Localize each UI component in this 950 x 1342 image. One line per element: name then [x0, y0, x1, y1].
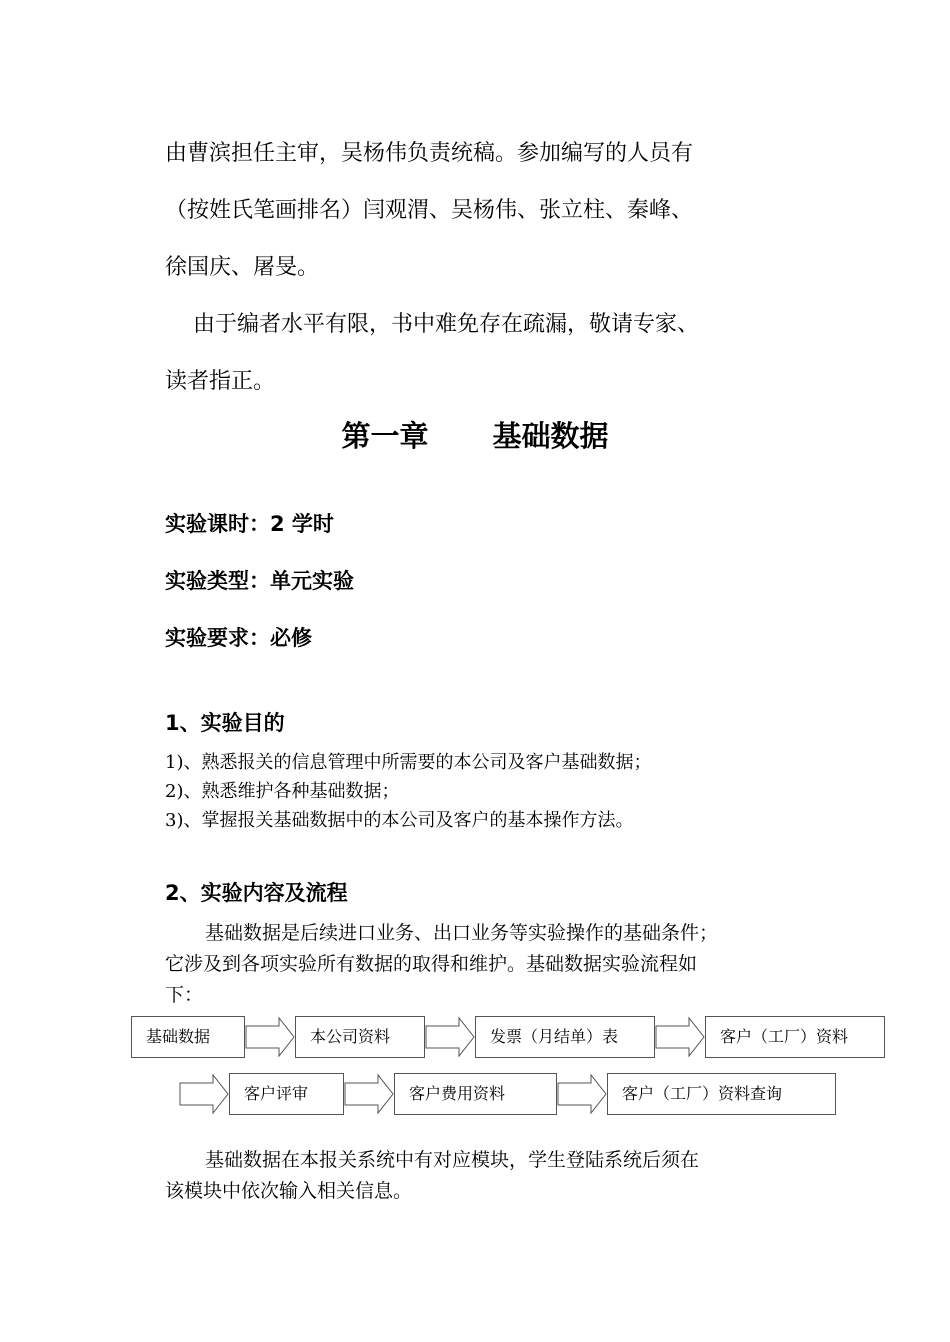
intro-line: 由于编者水平有限，书中难免存在疏漏，敬请专家、 — [193, 312, 700, 337]
list-item: 1)、熟悉报关的信息管理中所需要的本公司及客户基础数据； — [165, 752, 652, 773]
flow-arrow-icon — [557, 1073, 607, 1115]
flow-arrow-icon — [179, 1073, 229, 1115]
flow-arrow-icon — [655, 1016, 705, 1058]
section2-text — [165, 918, 815, 1011]
list-item: 2)、熟悉维护各种基础数据； — [165, 781, 400, 802]
flow-arrow-icon — [245, 1016, 295, 1058]
section1-list — [165, 748, 805, 835]
chapter-name: 基础数据 — [492, 419, 609, 453]
section2-heading: 2、实验内容及流程 — [165, 881, 348, 905]
meta-hours: 实验课时：2 学时 — [165, 512, 334, 536]
list-item: 3)、掌握报关基础数据中的本公司及客户的基本操作方法。 — [165, 810, 634, 831]
flow-box-customer-fees: 客户费用资料 — [394, 1073, 557, 1115]
chapter-number: 第一章 — [341, 419, 429, 453]
text-line: 基础数据在本报关系统中有对应模块，学生登陆系统后须在 — [205, 1149, 700, 1171]
meta-requirement: 实验要求：必修 — [165, 626, 312, 650]
intro-line: 读者指正。 — [165, 369, 276, 394]
text-line: 该模块中依次输入相关信息。 — [165, 1180, 413, 1202]
intro-line: 徐国庆、屠旻。 — [165, 255, 320, 280]
flow-box-customer-review: 客户评审 — [229, 1073, 344, 1115]
intro-line: 由曹滨担任主审，吴杨伟负责统稿。参加编写的人员有 — [165, 141, 694, 166]
flow-box-basic-data: 基础数据 — [131, 1016, 245, 1058]
intro-line: （按姓氏笔画排名）闫观渭、吴杨伟、张立柱、秦峰、 — [165, 198, 694, 223]
flow-box-customer-query: 客户（工厂）资料查询 — [607, 1073, 836, 1115]
flow-box-invoice-table: 发票（月结单）表 — [475, 1016, 655, 1058]
chapter-title — [0, 414, 950, 455]
intro-paragraph-2 — [165, 296, 805, 410]
flow-arrow-icon — [425, 1016, 475, 1058]
intro-paragraph-1 — [165, 125, 805, 296]
flow-arrow-icon — [344, 1073, 394, 1115]
text-line: 它涉及到各项实验所有数据的取得和维护。基础数据实验流程如 — [165, 953, 698, 975]
text-line: 下： — [165, 984, 204, 1006]
section2-closing — [165, 1145, 815, 1207]
text-line: 基础数据是后续进口业务、出口业务等实验操作的基础条件； — [205, 922, 719, 944]
meta-type: 实验类型：单元实验 — [165, 569, 354, 593]
section1-heading: 1、实验目的 — [165, 711, 285, 735]
flow-box-customer-info: 客户（工厂）资料 — [705, 1016, 885, 1058]
flow-box-company-info: 本公司资料 — [295, 1016, 425, 1058]
